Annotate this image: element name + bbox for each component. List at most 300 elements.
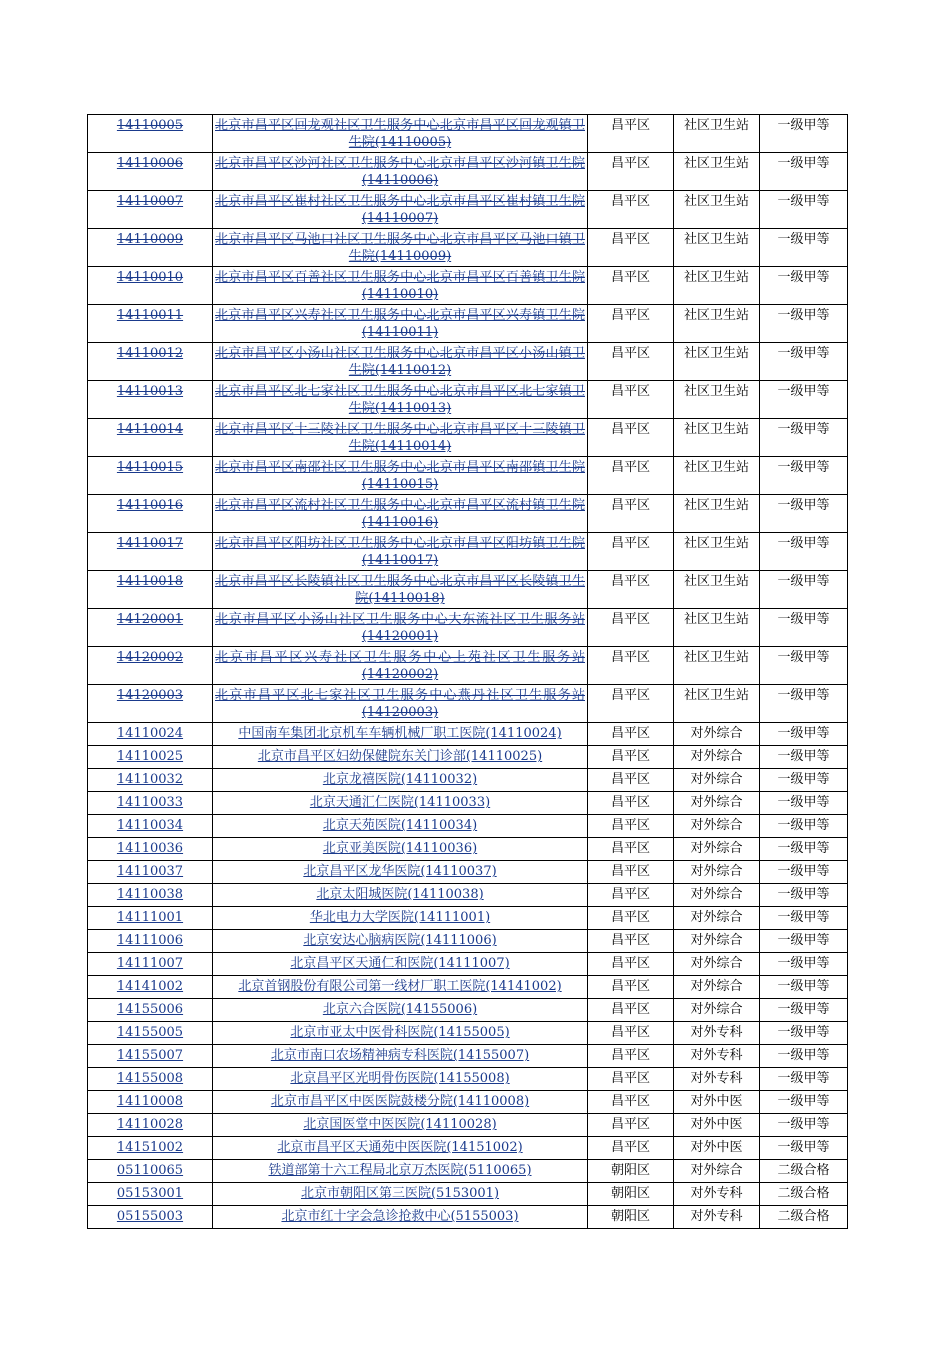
type-cell: 社区卫生站 [674,457,760,495]
code-link[interactable]: 14110011 [116,308,184,323]
code-link[interactable]: 14110007 [116,194,184,209]
table-row [88,571,848,609]
district-cell: 昌平区 [588,609,674,647]
district-cell: 昌平区 [588,861,674,884]
name-cell [213,305,588,343]
type-cell: 社区卫生站 [674,647,760,685]
name-cell [213,115,588,153]
table-row [88,191,848,229]
grade-cell: 一级甲等 [760,769,848,792]
district-cell: 昌平区 [588,1068,674,1091]
hospital-name-link[interactable]: 北京市昌平区十三陵社区卫生服务中心北京市昌平区十三陵镇卫生院(14110014) [215,422,585,454]
code-cell [88,419,213,457]
code-cell [88,495,213,533]
type-cell: 对外专科 [674,1068,760,1091]
grade-cell: 一级甲等 [760,907,848,930]
code-cell [88,723,213,746]
grade-cell: 一级甲等 [760,815,848,838]
code-link[interactable]: 05153001 [116,1186,184,1201]
type-cell: 对外综合 [674,976,760,999]
table-row [88,457,848,495]
district-cell: 昌平区 [588,419,674,457]
name-cell [213,907,588,930]
grade-cell: 一级甲等 [760,533,848,571]
grade-cell: 二级合格 [760,1183,848,1206]
grade-cell: 二级合格 [760,1206,848,1229]
hospital-name-link[interactable]: 华北电力大学医院(14111001) [309,910,491,925]
grade-cell: 一级甲等 [760,495,848,533]
district-cell: 昌平区 [588,1137,674,1160]
code-link[interactable]: 14120001 [116,612,184,627]
district-cell: 昌平区 [588,930,674,953]
code-cell [88,533,213,571]
code-cell [88,746,213,769]
code-link[interactable]: 14141002 [116,979,184,994]
table-row [88,533,848,571]
grade-cell: 一级甲等 [760,381,848,419]
district-cell: 朝阳区 [588,1183,674,1206]
table-row [88,884,848,907]
district-cell: 昌平区 [588,685,674,723]
code-cell [88,1068,213,1091]
type-cell: 对外中医 [674,1114,760,1137]
table-row [88,815,848,838]
grade-cell: 一级甲等 [760,723,848,746]
hospital-table-body [88,115,848,1229]
district-cell: 昌平区 [588,884,674,907]
code-link[interactable]: 14110014 [116,422,184,437]
table-row [88,647,848,685]
name-cell [213,792,588,815]
code-link[interactable]: 14110037 [116,864,184,879]
table-row [88,267,848,305]
code-link[interactable]: 14110008 [116,1094,184,1109]
district-cell: 昌平区 [588,976,674,999]
hospital-name-link[interactable]: 北京市昌平区流村社区卫生服务中心北京市昌平区流村镇卫生院(14110016) [215,498,585,530]
type-cell: 社区卫生站 [674,533,760,571]
code-cell [88,1160,213,1183]
table-row [88,976,848,999]
district-cell: 昌平区 [588,953,674,976]
hospital-name-link[interactable]: 北京市昌平区长陵镇社区卫生服务中心北京市昌平区长陵镇卫生院(14110018) [215,574,585,606]
table-row [88,305,848,343]
code-link[interactable]: 14151002 [116,1140,184,1155]
code-link[interactable]: 14110006 [116,156,184,171]
grade-cell: 一级甲等 [760,685,848,723]
name-cell [213,1206,588,1229]
code-cell [88,1206,213,1229]
code-cell [88,861,213,884]
name-cell [213,343,588,381]
code-cell [88,838,213,861]
hospital-name-link[interactable]: 北京昌平区光明骨伤医院(14155008) [290,1071,510,1086]
grade-cell: 一级甲等 [760,792,848,815]
code-link[interactable]: 14110025 [116,749,184,764]
table-row [88,1160,848,1183]
grade-cell: 二级合格 [760,1160,848,1183]
name-cell [213,381,588,419]
name-cell [213,1160,588,1183]
grade-cell: 一级甲等 [760,457,848,495]
table-row [88,792,848,815]
type-cell: 社区卫生站 [674,419,760,457]
hospital-name-link[interactable]: 北京市昌平区小汤山社区卫生服务中心大东流社区卫生服务站(14120001) [215,612,585,644]
type-cell: 对外专科 [674,1022,760,1045]
code-cell [88,609,213,647]
district-cell: 昌平区 [588,267,674,305]
hospital-name-link[interactable]: 北京天苑医院(14110034) [322,818,478,833]
grade-cell: 一级甲等 [760,229,848,267]
type-cell: 社区卫生站 [674,115,760,153]
code-link[interactable]: 14110005 [116,118,184,133]
type-cell: 社区卫生站 [674,229,760,267]
type-cell: 对外综合 [674,884,760,907]
district-cell: 昌平区 [588,792,674,815]
code-link[interactable]: 14110018 [116,574,184,589]
name-cell [213,1068,588,1091]
name-cell [213,723,588,746]
district-cell: 昌平区 [588,723,674,746]
hospital-name-link[interactable]: 北京市昌平区兴寿社区卫生服务中心上苑社区卫生服务站(14120002) [215,650,585,682]
district-cell: 昌平区 [588,533,674,571]
type-cell: 对外综合 [674,1160,760,1183]
type-cell: 社区卫生站 [674,609,760,647]
district-cell: 昌平区 [588,838,674,861]
code-link[interactable]: 14155008 [116,1071,184,1086]
hospital-name-link[interactable]: 北京市昌平区回龙观社区卫生服务中心北京市昌平区回龙观镇卫生院(14110005) [215,118,585,150]
table-row [88,1183,848,1206]
name-cell [213,838,588,861]
name-cell [213,1091,588,1114]
table-row [88,861,848,884]
name-cell [213,930,588,953]
name-cell [213,571,588,609]
grade-cell: 一级甲等 [760,838,848,861]
name-cell [213,685,588,723]
hospital-name-link[interactable]: 北京市昌平区北七家社区卫生服务中心北京市昌平区北七家镇卫生院(14110013) [215,384,585,416]
name-cell [213,1183,588,1206]
name-cell [213,647,588,685]
name-cell [213,953,588,976]
hospital-name-link[interactable]: 北京首钢股份有限公司第一线材厂职工医院(14141002) [238,979,562,994]
code-link[interactable]: 14111001 [116,910,184,925]
name-cell [213,999,588,1022]
hospital-name-link[interactable]: 北京市昌平区兴寿社区卫生服务中心北京市昌平区兴寿镇卫生院(14110011) [215,308,585,340]
table-row [88,999,848,1022]
table-row [88,495,848,533]
type-cell: 社区卫生站 [674,153,760,191]
name-cell [213,769,588,792]
district-cell: 昌平区 [588,343,674,381]
grade-cell: 一级甲等 [760,976,848,999]
code-link[interactable]: 05110065 [116,1163,184,1178]
hospital-name-link[interactable]: 北京市昌平区百善社区卫生服务中心北京市昌平区百善镇卫生院(14110010) [215,270,585,302]
hospital-name-link[interactable]: 北京市昌平区小汤山社区卫生服务中心北京市昌平区小汤山镇卫生院(14110012) [215,346,585,378]
code-link[interactable]: 14110024 [116,726,184,741]
hospital-name-link[interactable]: 北京六合医院(14155006) [322,1002,478,1017]
name-cell [213,267,588,305]
type-cell: 社区卫生站 [674,305,760,343]
hospital-name-link[interactable]: 北京昌平区龙华医院(14110037) [303,864,497,879]
hospital-name-link[interactable]: 北京太阳城医院(14110038) [316,887,484,902]
grade-cell: 一级甲等 [760,1045,848,1068]
code-cell [88,884,213,907]
hospital-name-link[interactable]: 北京市昌平区南邵社区卫生服务中心北京市昌平区南邵镇卫生院(14110015) [215,460,585,492]
grade-cell: 一级甲等 [760,999,848,1022]
grade-cell: 一级甲等 [760,115,848,153]
type-cell: 对外专科 [674,1206,760,1229]
grade-cell: 一级甲等 [760,884,848,907]
code-cell [88,647,213,685]
table-row [88,907,848,930]
district-cell: 昌平区 [588,115,674,153]
code-cell [88,1114,213,1137]
code-cell [88,267,213,305]
table-row [88,685,848,723]
type-cell: 社区卫生站 [674,343,760,381]
type-cell: 对外专科 [674,1045,760,1068]
type-cell: 对外中医 [674,1091,760,1114]
type-cell: 对外中医 [674,1137,760,1160]
district-cell: 昌平区 [588,495,674,533]
type-cell: 对外综合 [674,838,760,861]
grade-cell: 一级甲等 [760,305,848,343]
table-row [88,953,848,976]
hospital-name-link[interactable]: 中国南车集团北京机车车辆机械厂职工医院(14110024) [238,726,562,741]
grade-cell: 一级甲等 [760,647,848,685]
code-cell [88,792,213,815]
district-cell: 昌平区 [588,907,674,930]
district-cell: 昌平区 [588,769,674,792]
code-link[interactable]: 14110013 [116,384,184,399]
code-link[interactable]: 14111006 [116,933,184,948]
type-cell: 社区卫生站 [674,191,760,229]
type-cell: 对外综合 [674,792,760,815]
hospital-name-link[interactable]: 北京市亚太中医骨科医院(14155005) [290,1025,510,1040]
grade-cell: 一级甲等 [760,419,848,457]
code-link[interactable]: 05155003 [116,1209,184,1224]
type-cell: 对外综合 [674,746,760,769]
grade-cell: 一级甲等 [760,571,848,609]
table-row [88,343,848,381]
code-link[interactable]: 14120002 [116,650,184,665]
code-link[interactable]: 14110033 [116,795,184,810]
table-row [88,838,848,861]
name-cell [213,533,588,571]
grade-cell: 一级甲等 [760,267,848,305]
code-cell [88,229,213,267]
type-cell: 社区卫生站 [674,495,760,533]
code-link[interactable]: 14110009 [116,232,184,247]
code-cell [88,953,213,976]
table-row [88,1022,848,1045]
type-cell: 对外综合 [674,861,760,884]
code-cell [88,1183,213,1206]
name-cell [213,976,588,999]
district-cell: 昌平区 [588,1022,674,1045]
hospital-name-link[interactable]: 北京市红十字会急诊抢救中心(5155003) [281,1209,519,1224]
type-cell: 社区卫生站 [674,267,760,305]
hospital-name-link[interactable]: 北京市昌平区沙河社区卫生服务中心北京市昌平区沙河镇卫生院(14110006) [215,156,585,188]
hospital-name-link[interactable]: 北京市昌平区天通苑中医医院(14151002) [277,1140,523,1155]
grade-cell: 一级甲等 [760,1091,848,1114]
hospital-name-link[interactable]: 北京天通汇仁医院(14110033) [309,795,491,810]
hospital-name-link[interactable]: 北京亚美医院(14110036) [322,841,478,856]
table-row [88,115,848,153]
hospital-name-link[interactable]: 北京市朝阳区第三医院(5153001) [300,1186,500,1201]
name-cell [213,1045,588,1068]
hospital-name-link[interactable]: 北京市昌平区马池口社区卫生服务中心北京市昌平区马池口镇卫生院(14110009) [215,232,585,264]
code-cell [88,115,213,153]
hospital-name-link[interactable]: 北京安达心脑病医院(14111006) [303,933,497,948]
code-link[interactable]: 14110028 [116,1117,184,1132]
name-cell [213,1137,588,1160]
code-link[interactable]: 14110036 [116,841,184,856]
code-cell [88,1091,213,1114]
name-cell [213,495,588,533]
code-cell [88,976,213,999]
table-row [88,1045,848,1068]
name-cell [213,1114,588,1137]
table-row [88,381,848,419]
code-cell [88,1045,213,1068]
grade-cell: 一级甲等 [760,1068,848,1091]
code-link[interactable]: 14110032 [116,772,184,787]
grade-cell: 一级甲等 [760,746,848,769]
hospital-name-link[interactable]: 北京市昌平区阳坊社区卫生服务中心北京市昌平区阳坊镇卫生院(14110017) [215,536,585,568]
hospital-name-link[interactable]: 北京市昌平区妇幼保健院东关门诊部(14110025) [257,749,543,764]
district-cell: 昌平区 [588,571,674,609]
type-cell: 对外综合 [674,723,760,746]
grade-cell: 一级甲等 [760,191,848,229]
code-link[interactable]: 14111007 [116,956,184,971]
district-cell: 昌平区 [588,1045,674,1068]
name-cell [213,815,588,838]
code-link[interactable]: 14110012 [116,346,184,361]
code-cell [88,571,213,609]
table-row [88,1206,848,1229]
grade-cell: 一级甲等 [760,1022,848,1045]
grade-cell: 一级甲等 [760,861,848,884]
grade-cell: 一级甲等 [760,153,848,191]
district-cell: 朝阳区 [588,1206,674,1229]
name-cell [213,884,588,907]
name-cell [213,419,588,457]
district-cell: 昌平区 [588,999,674,1022]
table-row [88,229,848,267]
name-cell [213,609,588,647]
code-cell [88,381,213,419]
code-link[interactable]: 14155007 [116,1048,184,1063]
hospital-name-link[interactable]: 铁道部第十六工程局北京万杰医院(5110065) [268,1163,532,1178]
hospital-table [87,114,848,1229]
hospital-name-link[interactable]: 北京国医堂中医医院(14110028) [303,1117,497,1132]
grade-cell: 一级甲等 [760,930,848,953]
grade-cell: 一级甲等 [760,609,848,647]
code-cell [88,907,213,930]
name-cell [213,861,588,884]
table-row [88,419,848,457]
code-cell [88,685,213,723]
code-cell [88,815,213,838]
district-cell: 昌平区 [588,457,674,495]
grade-cell: 一级甲等 [760,343,848,381]
district-cell: 朝阳区 [588,1160,674,1183]
hospital-name-link[interactable]: 北京市昌平区中医医院鼓楼分院(14110008) [270,1094,530,1109]
hospital-name-link[interactable]: 北京市昌平区北七家社区卫生服务中心燕丹社区卫生服务站(14120003) [215,688,585,720]
code-cell [88,191,213,229]
type-cell: 社区卫生站 [674,685,760,723]
name-cell [213,1022,588,1045]
table-row [88,153,848,191]
name-cell [213,746,588,769]
table-row [88,723,848,746]
hospital-name-link[interactable]: 北京市南口农场精神病专科医院(14155007) [270,1048,530,1063]
code-cell [88,457,213,495]
code-cell [88,1022,213,1045]
code-link[interactable]: 14110038 [116,887,184,902]
code-link[interactable]: 14110010 [116,270,184,285]
code-cell [88,305,213,343]
type-cell: 社区卫生站 [674,381,760,419]
code-link[interactable]: 14110034 [116,818,184,833]
code-cell [88,153,213,191]
type-cell: 对外综合 [674,907,760,930]
grade-cell: 一级甲等 [760,1137,848,1160]
name-cell [213,191,588,229]
hospital-name-link[interactable]: 北京市昌平区崔村社区卫生服务中心北京市昌平区崔村镇卫生院(14110007) [215,194,585,226]
grade-cell: 一级甲等 [760,953,848,976]
name-cell [213,457,588,495]
district-cell: 昌平区 [588,1114,674,1137]
table-row [88,769,848,792]
hospital-name-link[interactable]: 北京龙禧医院(14110032) [322,772,478,787]
code-link[interactable]: 14120003 [116,688,184,703]
code-link[interactable]: 14110017 [116,536,184,551]
code-link[interactable]: 14110015 [116,460,184,475]
type-cell: 对外专科 [674,1183,760,1206]
table-row [88,1114,848,1137]
type-cell: 对外综合 [674,953,760,976]
code-cell [88,1137,213,1160]
district-cell: 昌平区 [588,305,674,343]
code-link[interactable]: 14155006 [116,1002,184,1017]
table-row [88,1091,848,1114]
district-cell: 昌平区 [588,815,674,838]
code-link[interactable]: 14155005 [116,1025,184,1040]
table-row [88,609,848,647]
table-row [88,930,848,953]
type-cell: 对外综合 [674,930,760,953]
code-cell [88,343,213,381]
grade-cell: 一级甲等 [760,1114,848,1137]
district-cell: 昌平区 [588,1091,674,1114]
district-cell: 昌平区 [588,647,674,685]
code-cell [88,930,213,953]
code-cell [88,769,213,792]
district-cell: 昌平区 [588,191,674,229]
district-cell: 昌平区 [588,381,674,419]
code-link[interactable]: 14110016 [116,498,184,513]
name-cell [213,153,588,191]
hospital-name-link[interactable]: 北京昌平区天通仁和医院(14111007) [290,956,510,971]
name-cell [213,229,588,267]
type-cell: 社区卫生站 [674,571,760,609]
table-row [88,1137,848,1160]
district-cell: 昌平区 [588,229,674,267]
district-cell: 昌平区 [588,153,674,191]
district-cell: 昌平区 [588,746,674,769]
